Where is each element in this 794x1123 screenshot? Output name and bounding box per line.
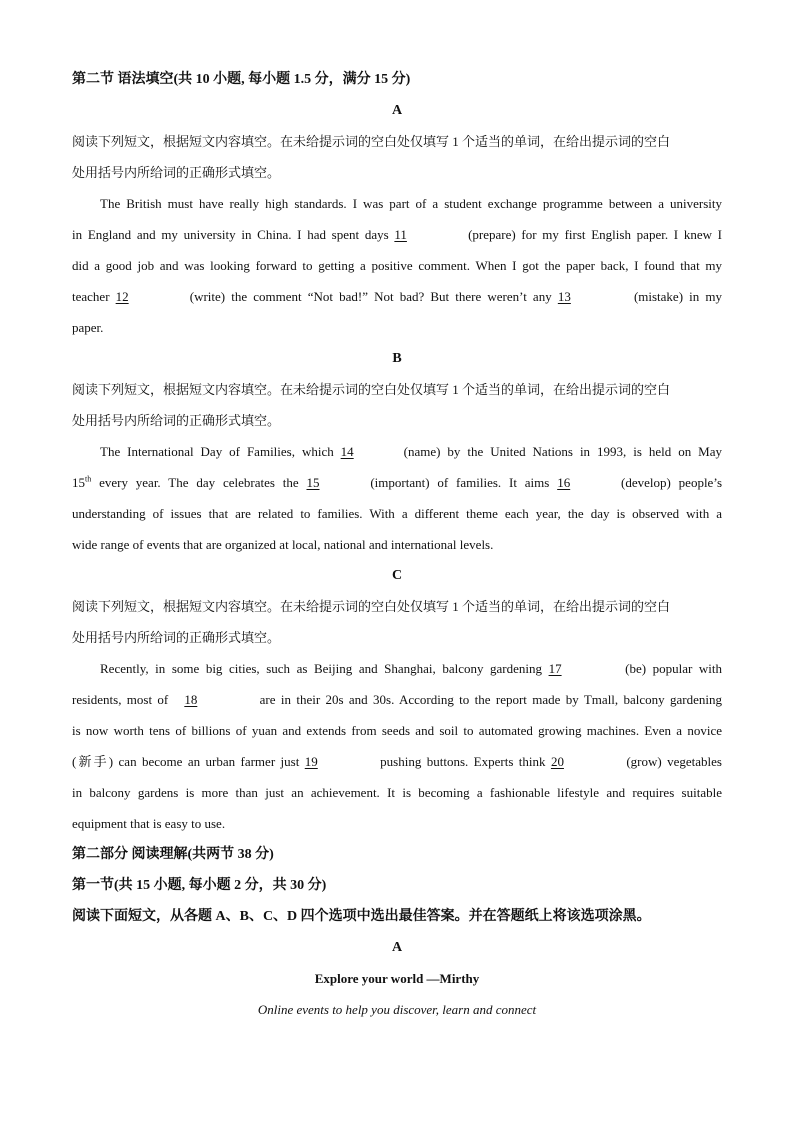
blank-18: 18 — [184, 692, 198, 707]
text-segment: (write) the comment “Not bad!” Not bad? But there weren’t any — [183, 289, 558, 304]
passage-b-line-4: wide range of events that are organized at local, national and international levels. — [72, 537, 494, 552]
instruction-line-1: 阅读下列短文，根据短文内容填空。在未给提示词的空白处仅填写 1 个适当的单词，在给出提示词的空白 — [72, 134, 671, 149]
text-segment: (important) of families. It aims — [362, 475, 558, 490]
passage-a-line-2 — [72, 219, 722, 250]
blank-17: 17 — [548, 661, 562, 676]
instruction-b-line-1: 阅读下列短文，根据短文内容填空。在未给提示词的空白处仅填写 1 个适当的单词，在给出提示词的空白 — [72, 382, 671, 397]
text-segment: Recently, in some big cities, such as Beijing and Shanghai, balcony gardening — [100, 661, 549, 676]
instruction-line-2: 处用括号内所给词的正确形式填空。 — [72, 165, 281, 180]
text-segment: (grow) vegetables — [620, 754, 722, 769]
text-segment: 15 — [72, 475, 85, 490]
blank-20: 20 — [550, 754, 564, 769]
passage-b-line-3: understanding of issues that are related to families. With a different theme each year, the day is observed with a — [72, 506, 722, 521]
blank-13: 13 — [557, 289, 571, 304]
text-segment: pushing buttons. Experts think — [374, 754, 551, 769]
passage-a-line-1: The British must have really high standards. I was part of a student exchange programme between a university — [100, 196, 722, 211]
part2-section1-title: 第一节(共 15 小题, 每小题 2 分，共 30 分) — [72, 878, 327, 893]
text-segment: are in their 20s and 30s. According to the report made by Tmall, balcony gardening — [254, 692, 722, 707]
instruction-c-line-1: 阅读下列短文，根据短文内容填空。在未给提示词的空白处仅填写 1 个适当的单词，在给出提示词的空白 — [72, 599, 671, 614]
blank-19: 19 — [304, 754, 318, 769]
superscript: th — [85, 474, 92, 484]
text-segment: (name) by the United Nations in 1993, is held on May — [396, 444, 722, 459]
text-segment: in England and my university in China. I had spent days — [72, 227, 395, 242]
passage-a-line-5: paper. — [72, 320, 104, 335]
passage-a-line-4 — [72, 281, 722, 312]
part2-instruction: 阅读下面短文，从各题 A、B、C、D 四个选项中选出最佳答案。并在答题纸上将该选项涂黑。 — [72, 909, 651, 924]
blank-11: 11 — [394, 227, 407, 242]
exam-page — [72, 64, 722, 1025]
reading-a-subtitle: Online events to help you discover, learn and connect — [257, 1002, 537, 1017]
text-segment: (develop) people’s — [613, 475, 722, 490]
passage-c-line-3: is now worth tens of billions of yuan and extends from seeds and soil to automated growing machines. Even a novice — [72, 723, 722, 738]
passage-c-label: C — [391, 568, 403, 583]
instruction-c-line-2: 处用括号内所给词的正确形式填空。 — [72, 630, 281, 645]
text-segment: teacher — [72, 289, 116, 304]
reading-a-title: Explore your world —Mirthy — [314, 971, 480, 986]
passage-c-line-6: equipment that is easy to use. — [72, 816, 226, 831]
blank-12: 12 — [115, 289, 129, 304]
text-segment: residents, most of — [72, 692, 185, 707]
passage-c-line-2 — [72, 684, 722, 715]
instruction-b-line-2: 处用括号内所给词的正确形式填空。 — [72, 413, 281, 428]
passage-b-label: B — [392, 351, 402, 366]
section2-title: 第二节 语法填空(共 10 小题, 每小题 1.5 分，满分 15 分) — [72, 72, 411, 87]
part2-title: 第二部分 阅读理解(共两节 38 分) — [72, 847, 274, 862]
text-segment: (新手) can become an urban farmer just — [72, 754, 305, 769]
blank-16: 16 — [557, 475, 571, 490]
passage-b-line-2 — [72, 467, 722, 498]
text-segment: (prepare) for my first English paper. I knew I — [462, 227, 723, 242]
passage-c-line-5: in balcony gardens is more than just an achievement. It is becoming a fashionable lifestyle and requires suitable — [72, 785, 722, 800]
passage-c-line-1 — [72, 653, 722, 684]
passage-a-line-3: did a good job and was looking forward to getting a positive comment. When I got the paper back, I found that my — [72, 258, 722, 273]
text-segment: (be) popular with — [618, 661, 722, 676]
reading-a-label: A — [391, 940, 403, 955]
text-segment: (mistake) in my — [627, 289, 722, 304]
passage-c-line-4 — [72, 746, 722, 777]
passage-b-line-1 — [72, 436, 722, 467]
text-segment: The International Day of Families, which — [100, 444, 341, 459]
blank-15: 15 — [306, 475, 320, 490]
passage-a-label: A — [391, 103, 403, 118]
blank-14: 14 — [340, 444, 354, 459]
text-segment: every year. The day celebrates the — [91, 475, 307, 490]
